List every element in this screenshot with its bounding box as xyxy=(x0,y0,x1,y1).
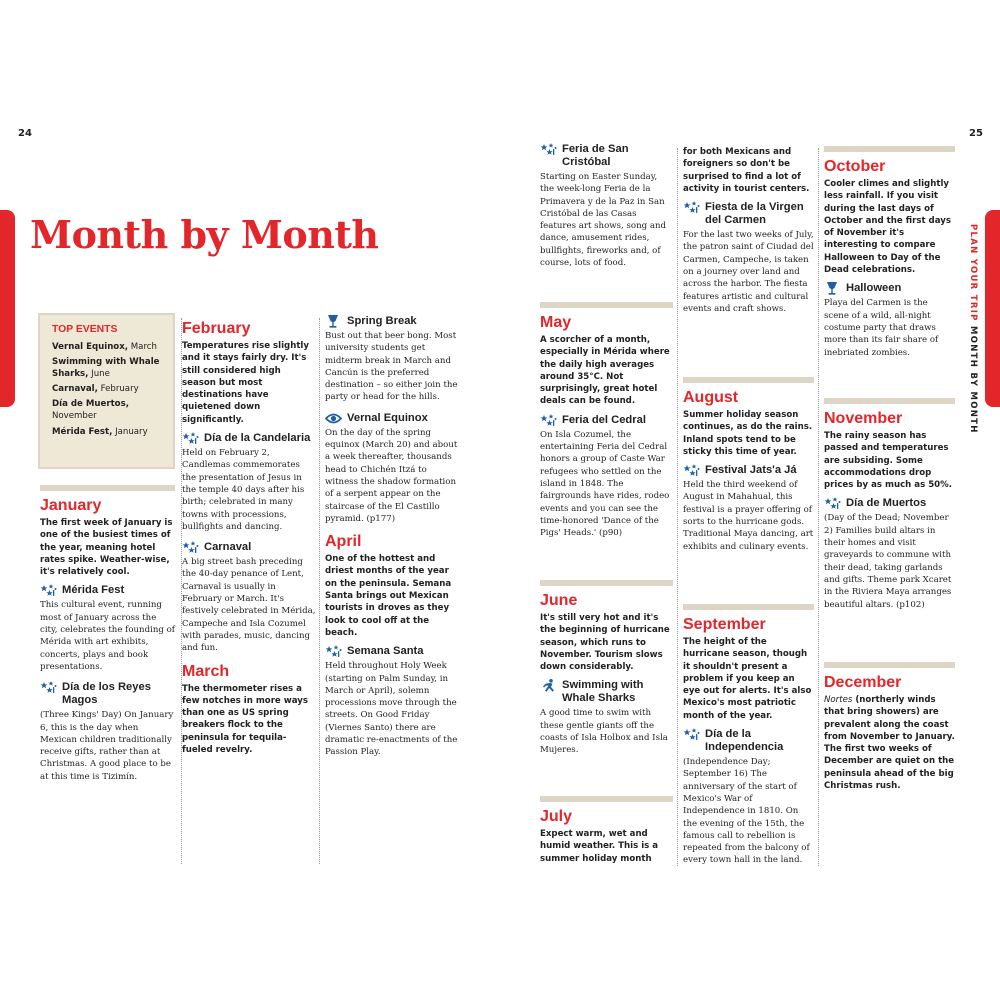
top-event-month: March xyxy=(128,342,157,352)
month-heading: July xyxy=(540,808,573,825)
month-heading: June xyxy=(540,592,578,609)
section-rule xyxy=(824,398,955,404)
column-may xyxy=(540,302,673,547)
month-heading: January xyxy=(40,497,102,514)
month-intro: It's still very hot and it's the beginning of hurricane season, which runs to November. Tourism slows down considerably. xyxy=(540,613,670,673)
column-divider xyxy=(319,318,320,864)
event-title: Día de la Independencia xyxy=(705,728,784,754)
festival-icon xyxy=(683,201,700,214)
column-january xyxy=(40,485,175,791)
festival-icon xyxy=(182,432,199,445)
event-description: On Isla Cozumel, the entertaining Feria del Cedral honors a group of Caste War refugees who settled on the island in 1848. The fairgrounds have rides, rodeo events and you can see the time-honored 'Dance of the Pigs' Heads.' (p90) xyxy=(540,429,670,539)
event-heading xyxy=(182,432,316,445)
event-description: A good time to swim with these gentle giants off the coasts of Isla Holbox and Isla Mujeres. xyxy=(540,708,668,756)
side-label-section: PLAN YOUR TRIP xyxy=(968,224,978,322)
event-title: Spring Break xyxy=(347,315,417,327)
top-event-name: Swimming with Whale Sharks, xyxy=(52,357,160,380)
event-heading xyxy=(683,464,814,477)
month-intro: A scorcher of a month, especially in Mérida where the daily high averages around 35°C. Not surprisingly, great hotel deals can be found. xyxy=(540,335,670,407)
top-event-month: June xyxy=(88,369,110,380)
event-heading xyxy=(325,412,458,425)
section-rule xyxy=(824,146,955,152)
column-february-march xyxy=(182,318,316,762)
event-heading xyxy=(40,584,175,597)
column-september xyxy=(683,604,814,875)
section-rule xyxy=(540,796,673,802)
month-heading: October xyxy=(824,158,886,175)
top-event-item[interactable] xyxy=(52,383,165,395)
column-october xyxy=(824,146,955,367)
top-event-name: Carnaval, xyxy=(52,384,98,395)
page-number-left: 24 xyxy=(18,128,32,139)
event-heading xyxy=(325,645,458,658)
month-intro: The first week of January is one of the busiest times of the year, meaning hotel rates spike. Weather-wise, it's relatively cool. xyxy=(40,518,173,578)
month-heading: August xyxy=(683,389,739,406)
top-events-box xyxy=(38,313,175,469)
event-description: Held on February 2, Candlemas commemorates the presentation of Jesus in the temple 40 days after his birth; celebrated in many towns with processions, bullfights and dancing. xyxy=(182,448,305,532)
event-description: On the day of the spring equinox (March 20) and about a week thereafter, thousands head to Chichén Itzá to witness the shadow formation of a serpent appear on the staircase of the El Castillo pyramid. (p177) xyxy=(325,427,458,524)
festival-icon xyxy=(540,143,557,156)
event-description: A big street bash preceding the 40-day penance of Lent, Carnaval is usually in February or March. It's festively celebrated in Mérida, Campeche and Isla Cozumel with parades, music, dancing and fun. xyxy=(182,557,316,654)
event-heading xyxy=(40,681,175,707)
top-event-name: Mérida Fest, xyxy=(52,426,113,437)
month-intro xyxy=(824,694,955,792)
side-label-chapter: MONTH BY MONTH xyxy=(968,321,978,434)
column-july xyxy=(540,796,673,871)
festival-icon xyxy=(824,497,841,510)
festival-icon xyxy=(540,414,557,427)
festival-icon xyxy=(182,541,199,554)
top-events-heading: TOP EVENTS xyxy=(52,324,118,335)
month-heading: February xyxy=(182,320,251,337)
column-san-cristobal xyxy=(540,141,673,277)
swimmer-icon xyxy=(540,679,557,692)
top-event-month: November xyxy=(52,411,97,422)
month-intro: Cooler climes and slightly less rainfall. If you visit during the last days of October and the first days of November it's interesting to compare Halloween to Day of the Dead celebrations. xyxy=(824,179,951,276)
event-description: (Day of the Dead; November 2) Families build altars in their homes and visit graveyards to commune with their dead, taking garlands and gifts. Theme park Xcaret in the Riviera Maya arranges beautiful altars. (p102) xyxy=(824,513,952,610)
festival-icon xyxy=(683,464,700,477)
event-title: Swimming with Whale Sharks xyxy=(562,679,644,705)
event-title: Semana Santa xyxy=(347,645,424,658)
event-title: Mérida Fest xyxy=(62,584,125,597)
month-intro: Temperatures rise slightly and it stays fairly dry. It's still considered high season but most destinations have quietened down significantly. xyxy=(182,341,309,425)
event-title: Festival Jats'a Já xyxy=(705,464,797,477)
section-rule xyxy=(683,377,814,383)
eye-icon xyxy=(325,412,342,425)
month-heading: March xyxy=(182,662,230,680)
month-heading: December xyxy=(824,674,902,691)
event-heading xyxy=(540,143,673,169)
top-event-item[interactable] xyxy=(52,426,165,438)
column-august xyxy=(683,377,814,561)
top-event-name: Vernal Equinox, xyxy=(52,342,129,352)
event-title: Fiesta de la Virgen del Carmen xyxy=(705,201,804,227)
column-june xyxy=(540,580,673,765)
event-description: Held throughout Holy Week (starting on Palm Sunday, in March or April), solemn processions move through the streets. On Good Friday (Viernes Santo) there are dramatic re-enactments of the Passion Play. xyxy=(325,661,458,758)
column-december xyxy=(824,662,955,798)
event-heading xyxy=(824,282,955,295)
section-rule xyxy=(540,580,673,586)
page-number-right: 25 xyxy=(969,128,983,139)
event-heading xyxy=(824,497,955,510)
month-heading: May xyxy=(540,314,572,331)
event-title: Feria de San Cristóbal xyxy=(562,143,629,168)
month-heading: April xyxy=(325,533,362,551)
month-intro-text: (northerly winds that bring showers) are prevalent along the coast from November to January. The first two weeks of December are quiet on the peninsula ahead of the big Christmas rush. xyxy=(824,695,955,792)
event-heading xyxy=(540,414,673,427)
column-april xyxy=(325,313,458,767)
column-divider xyxy=(818,148,819,866)
event-title: Vernal Equinox xyxy=(347,411,428,424)
continued-text: for both Mexicans and foreigners so don't be surprised to find a lot of activity in tourist centers. xyxy=(683,147,810,194)
month-intro: Expect warm, wet and humid weather. This is a summer holiday month xyxy=(540,829,659,864)
event-title: Día de los Reyes Magos xyxy=(62,681,151,707)
top-event-item[interactable] xyxy=(52,356,165,380)
event-heading xyxy=(325,315,458,328)
event-title: Feria del Cedral xyxy=(562,413,646,426)
month-intro-emphasis: Nortes xyxy=(824,695,853,705)
event-description: Held the third weekend of August in Mahahual, this festival is a prayer offering of sorts to the hurricane gods. Traditional Maya dancing, art exhibits and culinary events. xyxy=(683,480,814,552)
event-description: Bust out that beer bong. Most university students get midterm break in March and Cancún is the preferred destination – so either join the party or head for the hills. xyxy=(325,331,458,403)
festival-icon xyxy=(325,645,342,658)
month-intro: Summer holiday season continues, as do the rains. Inland spots tend to be sticky this time of year. xyxy=(683,410,813,457)
event-description: Playa del Carmen is the scene of a wild, all-night costume party that draws more than its fair share of inebriated zombies. xyxy=(824,298,939,358)
section-side-label xyxy=(958,224,978,434)
event-title: Día de la Candelaria xyxy=(204,432,311,445)
event-heading xyxy=(540,679,673,705)
column-november xyxy=(824,398,955,619)
festival-icon xyxy=(683,728,700,741)
event-description: (Independence Day; September 16) The anniversary of the start of Mexico's War of Independence in 1810. On the evening of the 15th, the famous call to rebellion is repeated from the balcony of every town hall in the land. xyxy=(683,757,810,866)
top-event-item[interactable] xyxy=(52,341,165,353)
month-intro: One of the hottest and driest months of the year on the peninsula. Semana Santa brings out Mexican tourists in droves as they look to cool off at the beach. xyxy=(325,554,452,638)
column-virgen-carmen xyxy=(683,146,814,323)
thumb-tab-left xyxy=(0,210,15,407)
event-description: (Three Kings' Day) On January 6, this is the day when Mexican children traditionally receive gifts, rather than at Christmas. A good place to be at this time is Tizimín. xyxy=(40,710,174,782)
event-title: Carnaval xyxy=(204,541,252,554)
column-divider xyxy=(677,148,678,866)
festival-icon xyxy=(40,681,57,694)
month-intro: The height of the hurricane season, though it shouldn't present a problem if you keep an eye out for alerts. It's also Mexico's most patriotic month of the year. xyxy=(683,637,812,721)
top-event-item[interactable] xyxy=(52,398,165,422)
event-description: For the last two weeks of July, the patron saint of Ciudad del Carmen, Campeche, is taken on a journey over land and across the harbor. The fiesta features artistic and cultural events and craft shows. xyxy=(683,230,814,314)
top-event-month: January xyxy=(112,426,148,437)
section-rule xyxy=(40,485,175,491)
event-description: Starting on Easter Sunday, the week-long Feria de la Primavera y de la Paz in San Cristóbal de las Casas features art shows, song and dance, amusement rides, bullfights, fireworks and, of course, lots of food. xyxy=(540,172,666,269)
month-heading: September xyxy=(683,616,766,633)
event-heading xyxy=(683,728,814,754)
section-rule xyxy=(824,662,955,668)
month-heading: November xyxy=(824,410,903,427)
top-event-name: Día de Muertos, xyxy=(52,399,129,410)
page-title: Month by Month xyxy=(30,212,379,257)
party-glass-icon xyxy=(325,315,342,328)
event-description: This cultural event, running most of January across the city, celebrates the founding of Mérida with art exhibits, concerts, plays and book presentations. xyxy=(40,600,175,672)
month-intro: The rainy season has passed and temperatures are subsiding. Some accommodations drop prices by as much as 50%. xyxy=(824,431,953,491)
section-rule xyxy=(683,604,814,610)
top-events-list xyxy=(52,341,165,438)
month-intro: The thermometer rises a few notches in more ways than one as US spring breakers flock to the peninsula for tequila-fueled revelry. xyxy=(182,683,308,756)
section-rule xyxy=(540,302,673,308)
event-heading xyxy=(182,541,316,554)
party-glass-icon xyxy=(824,282,841,295)
event-heading xyxy=(683,201,814,227)
thumb-tab-right xyxy=(985,210,1000,407)
top-event-month: February xyxy=(97,384,139,395)
festival-icon xyxy=(40,584,57,597)
event-title: Día de Muertos xyxy=(846,497,927,510)
event-title: Halloween xyxy=(846,282,902,295)
